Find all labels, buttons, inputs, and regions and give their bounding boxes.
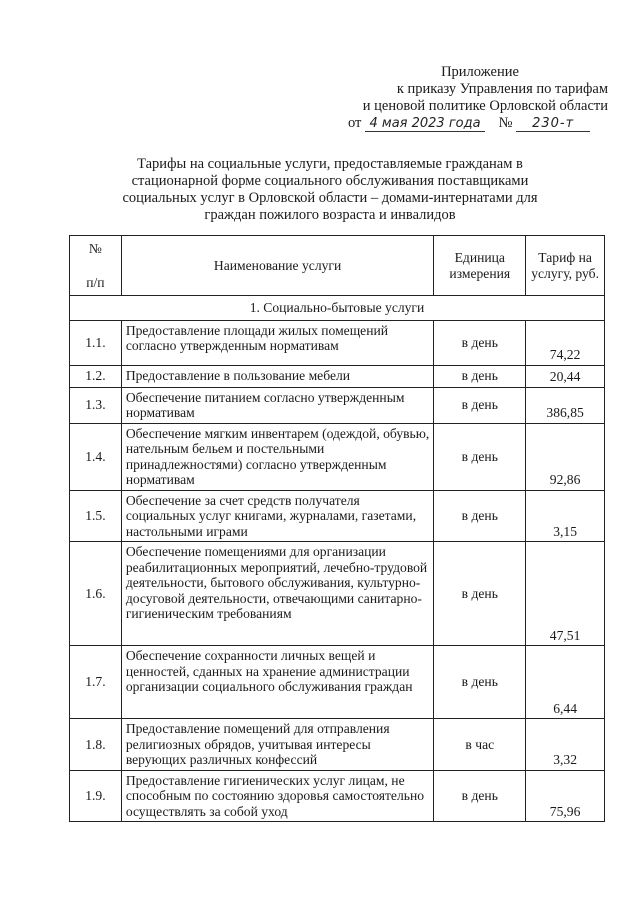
appendix-block (330, 64, 630, 115)
unit-of-measure: в день (434, 646, 526, 719)
tariff-price: 20,44 (526, 365, 605, 387)
tariffs-table (69, 235, 605, 822)
service-name: Обеспечение мягким инвентарем (одеждой, обувью, нательным бельем и постельными принадлежностями) согласно утвержденным нормативам (121, 423, 434, 490)
tariff-price: 386,85 (526, 387, 605, 423)
header-service-name: Наименование услуги (121, 236, 434, 296)
order-reference (348, 114, 608, 132)
tariff-price: 75,96 (526, 770, 605, 822)
table-header-row (70, 236, 605, 296)
table-row (70, 365, 605, 387)
service-name: Предоставление в пользование мебели (121, 365, 434, 387)
order-number-label: № (498, 115, 513, 131)
appendix-line-1: к приказу Управления по тарифам (396, 81, 608, 97)
document-title: Тарифы на социальные услуги, предоставляемые гражданам в стационарной форме социального обслуживания поставщиками социальных услуг в Орловской области – домами-интернатами для граждан пожилого возраста и инвалидов (122, 156, 538, 223)
header-price: Тариф на услугу, руб. (526, 236, 605, 296)
unit-of-measure: в день (434, 387, 526, 423)
header-unit: Единица измерения (434, 236, 526, 296)
order-from-label: от (348, 115, 362, 131)
unit-of-measure: в день (434, 490, 526, 542)
header-number-pp: п/п (86, 275, 105, 290)
unit-of-measure: в день (434, 770, 526, 822)
section-title: 1. Социально-бытовые услуги (70, 296, 605, 321)
tariff-price: 3,15 (526, 490, 605, 542)
tariff-price: 74,22 (526, 320, 605, 365)
table-row (70, 770, 605, 822)
row-number: 1.5. (70, 490, 122, 542)
table-row (70, 490, 605, 542)
tariff-price: 92,86 (526, 423, 605, 490)
service-name: Обеспечение питанием согласно утвержденным нормативам (121, 387, 434, 423)
row-number: 1.9. (70, 770, 122, 822)
service-name: Предоставление помещений для отправления религиозных обрядов, учитывая интересы верующих различных конфессий (121, 719, 434, 771)
unit-of-measure: в день (434, 320, 526, 365)
service-name: Предоставление гигиенических услуг лицам, не способным по состоянию здоровья самостоятельно осуществлять за собой уход (121, 770, 434, 822)
section-row (70, 296, 605, 321)
table-row (70, 542, 605, 646)
row-number: 1.2. (70, 365, 122, 387)
table-row (70, 719, 605, 771)
row-number: 1.6. (70, 542, 122, 646)
row-number: 1.1. (70, 320, 122, 365)
order-date-handwritten: 4 мая 2023 года (365, 116, 485, 132)
row-number: 1.8. (70, 719, 122, 771)
unit-of-measure: в день (434, 365, 526, 387)
table-row (70, 423, 605, 490)
service-name: Обеспечение помещениями для организации реабилитационных мероприятий, лечебно-трудовой деятельности, бытового обслуживания, культурно-досуговой деятельности, отвечающими санитарно-гигиеническим требованиям (121, 542, 434, 646)
order-number-handwritten: 230-т (516, 116, 590, 132)
row-number: 1.3. (70, 387, 122, 423)
table-row (70, 387, 605, 423)
service-name: Обеспечение сохранности личных вещей и ценностей, сданных на хранение администрации организации социального обслуживания граждан (121, 646, 434, 719)
appendix-line-2: и ценовой политике Орловской области (362, 98, 608, 114)
appendix-label: Приложение (441, 64, 519, 80)
row-number: 1.7. (70, 646, 122, 719)
service-name: Предоставление площади жилых помещений согласно утвержденным нормативам (121, 320, 434, 365)
header-number (70, 236, 122, 296)
table-row (70, 646, 605, 719)
unit-of-measure: в час (434, 719, 526, 771)
header-number-sign: № (88, 240, 102, 256)
tariff-price: 47,51 (526, 542, 605, 646)
table-row (70, 320, 605, 365)
tariff-price: 3,32 (526, 719, 605, 771)
unit-of-measure: в день (434, 542, 526, 646)
tariff-price: 6,44 (526, 646, 605, 719)
service-name: Обеспечение за счет средств получателя социальных услуг книгами, журналами, газетами, настольными играми (121, 490, 434, 542)
unit-of-measure: в день (434, 423, 526, 490)
row-number: 1.4. (70, 423, 122, 490)
